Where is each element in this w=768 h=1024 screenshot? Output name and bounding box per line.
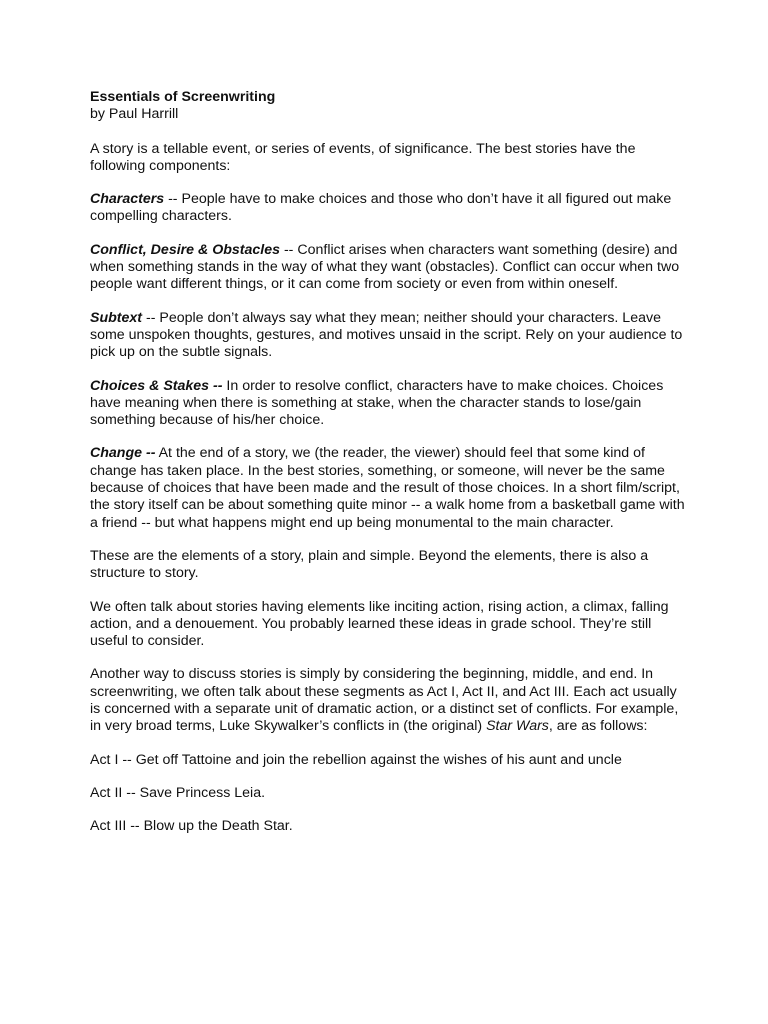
elements-paragraph: These are the elements of a story, plain and simple. Beyond the elements, there is also a structure to story. (90, 547, 649, 582)
component-term: Conflict, Desire & Obstacles (90, 241, 281, 258)
structure-paragraph: We often talk about stories having elements like inciting action, rising action, a climax, falling action, and a denouement. You probably learned these ideas in grade school. They’re still useful to consider. (90, 598, 669, 650)
component-term: Change -- (90, 445, 156, 462)
component-separator: -- (142, 309, 160, 326)
component-text: In order to resolve conflict, characters have to make choices. Choices have meaning when there is something at stake, when the character stands to lose/gain something because of his/her choice. (90, 377, 664, 429)
component-subtext (90, 310, 690, 362)
component-choices (90, 378, 690, 430)
component-text: At the end of a story, we (the reader, the viewer) should feel that some kind of change has taken place. In the best stories, something, or someone, will never be the same because of choices that have been made and the result of those choices. In a short film/script, the story itself can be about something quite minor -- a walk home from a basketball game with a friend -- but what happens might end up being monumental to the main character. (90, 445, 685, 531)
component-text: People don’t always say what they mean; neither should your characters. Leave some unspoken thoughts, gestures, and motives unsaid in the script. Rely on your audience to pick up on the subtle signals. (90, 309, 683, 361)
component-change (90, 445, 690, 531)
act-item: Act III -- Blow up the Death Star. (90, 818, 293, 835)
acts-paragraph-tail: , are as follows: (548, 718, 648, 735)
document-author: by Paul Harrill (90, 106, 179, 123)
acts-paragraph (90, 666, 690, 735)
document-page (90, 89, 690, 836)
component-separator: -- (280, 241, 298, 258)
component-separator: -- (164, 191, 182, 208)
document-title: Essentials of Screenwriting (90, 89, 276, 105)
component-term: Characters (90, 191, 165, 208)
component-text: Conflict arises when characters want something (desire) and when something stands in the way of what they want (obstacles). Conflict can occur when two people want different things, or it can come from society or even from within oneself. (90, 241, 680, 293)
component-conflict (90, 242, 690, 294)
component-characters (90, 191, 690, 226)
component-term: Choices & Stakes -- (90, 377, 223, 394)
act-item: Act I -- Get off Tattoine and join the rebellion against the wishes of his aunt and uncle (90, 751, 622, 768)
act-item: Act II -- Save Princess Leia. (90, 784, 266, 801)
component-text: People have to make choices and those who don’t have it all figured out make compelling characters. (90, 191, 672, 225)
acts-paragraph-text: Another way to discuss stories is simply by considering the beginning, middle, and end. In screenwriting, we often talk about these segments as Act I, Act II, and Act III. Each act usually is concerned with a separate unit of dramatic action, or a distinct set of conflicts. For example, in very broad terms, Luke Skywalker’s conflicts in (the original) (90, 666, 679, 735)
component-term: Subtext (90, 309, 143, 326)
film-title: Star Wars (486, 718, 549, 735)
intro-paragraph: A story is a tellable event, or series of events, of significance. The best stories have the following components: (90, 140, 636, 174)
